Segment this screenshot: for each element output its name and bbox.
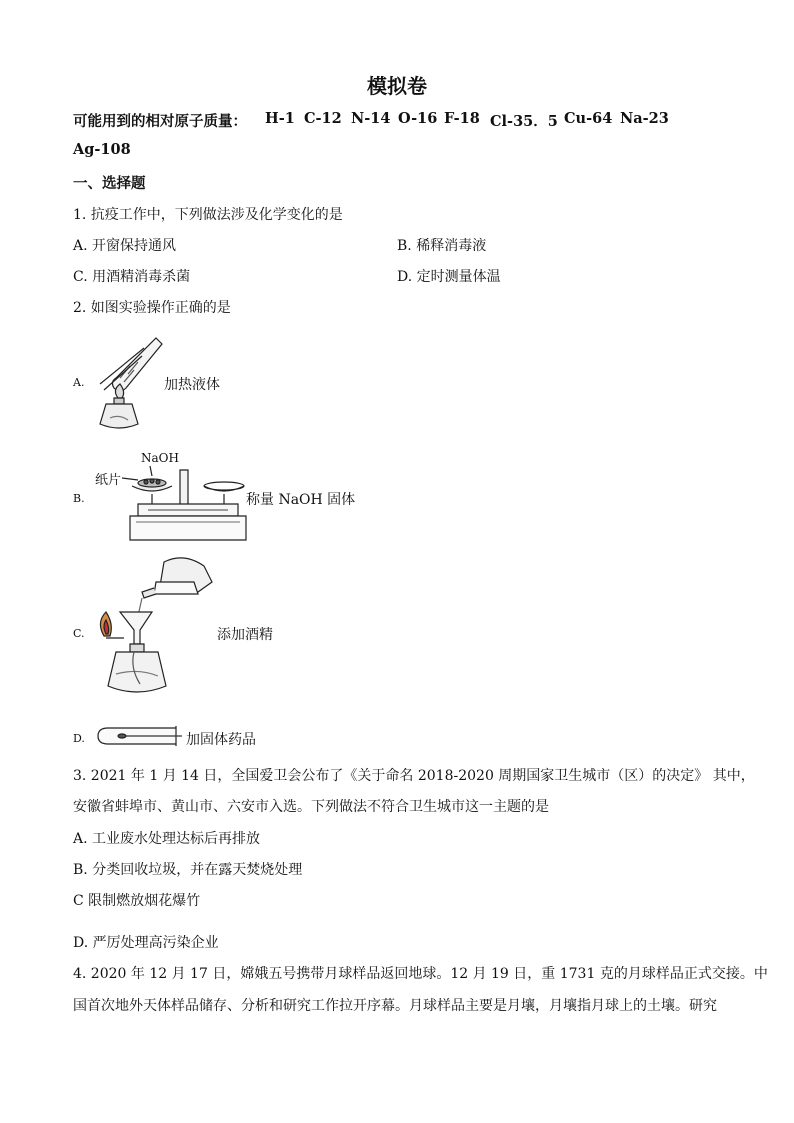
atomic-mass-c: C-12 bbox=[304, 110, 342, 127]
figure-test-tube-horizontal bbox=[96, 725, 184, 747]
q1-option-d: D. 定时测量体温 bbox=[397, 269, 501, 285]
atomic-mass-label: 可能用到的相对原子质量： bbox=[73, 113, 247, 130]
q2-option-c-text: 添加酒精 bbox=[217, 627, 273, 643]
atomic-mass-h: H-1 bbox=[265, 110, 295, 127]
q1-option-c: C. 用酒精消毒杀菌 bbox=[73, 269, 191, 285]
q4-line2: 国首次地外天体样品储存、分析和研究工作拉开序幕。月球样品主要是月壤，月壤指月球上的土壤。研究 bbox=[73, 998, 717, 1014]
q3-option-c: C 限制燃放烟花爆竹 bbox=[73, 893, 201, 909]
q3-stem-line2: 安徽省蚌埠市、黄山市、六安市入选。下列做法不符合卫生城市这一主题的是 bbox=[73, 799, 549, 815]
q1-option-b: B. 稀释消毒液 bbox=[397, 238, 487, 254]
fig-label-paper: 纸片 bbox=[95, 473, 122, 488]
section-heading: 一、选择题 bbox=[73, 175, 146, 192]
q3-option-b: B. 分类回收垃圾，并在露天焚烧处理 bbox=[73, 862, 303, 878]
q2-stem: 2. 如图实验操作正确的是 bbox=[73, 300, 231, 316]
atomic-mass-cu: Cu-64 bbox=[564, 110, 613, 127]
atomic-mass-na: Na-23 bbox=[620, 110, 669, 127]
q1-stem: 1. 抗疫工作中，下列做法涉及化学变化的是 bbox=[73, 207, 343, 223]
page-title: 模拟卷 bbox=[367, 74, 427, 98]
q2-option-b-text: 称量 NaOH 固体 bbox=[246, 492, 356, 508]
q2-option-a-text: 加热液体 bbox=[164, 377, 220, 393]
atomic-mass-n: N-14 bbox=[351, 110, 391, 127]
q2-option-a-letter: A. bbox=[73, 376, 85, 389]
atomic-mass-ag: Ag-108 bbox=[73, 141, 131, 158]
q2-option-d-text: 加固体药品 bbox=[186, 732, 256, 748]
figure-adding-alcohol bbox=[94, 552, 218, 702]
figure-balance-scale bbox=[96, 464, 246, 544]
q4-line1: 4. 2020 年 12 月 17 日，嫦娥五号携带月球样品返回地球。12 月 19 日，重 1731 克的月球样品正式交接。中 bbox=[73, 966, 768, 982]
q2-option-d-letter: D. bbox=[73, 732, 85, 745]
q3-option-a: A. 工业废水处理达标后再排放 bbox=[73, 831, 261, 847]
atomic-mass-cl: Cl-35．5 bbox=[490, 113, 558, 130]
atomic-mass-o: O-16 bbox=[398, 110, 438, 127]
q2-option-b-letter: B. bbox=[73, 492, 85, 505]
fig-label-naoh: NaOH bbox=[141, 451, 179, 465]
figure-heating-liquid bbox=[90, 332, 170, 438]
q1-option-a: A. 开窗保持通风 bbox=[73, 238, 177, 254]
q3-option-d: D. 严厉处理高污染企业 bbox=[73, 935, 219, 951]
q2-option-c-letter: C. bbox=[73, 627, 85, 640]
atomic-mass-f: F-18 bbox=[444, 110, 480, 127]
q3-stem-line1: 3. 2021 年 1 月 14 日，全国爱卫会公布了《关于命名 2018-2020 周期国家卫生城市（区）的决定》 其中， bbox=[73, 768, 755, 784]
